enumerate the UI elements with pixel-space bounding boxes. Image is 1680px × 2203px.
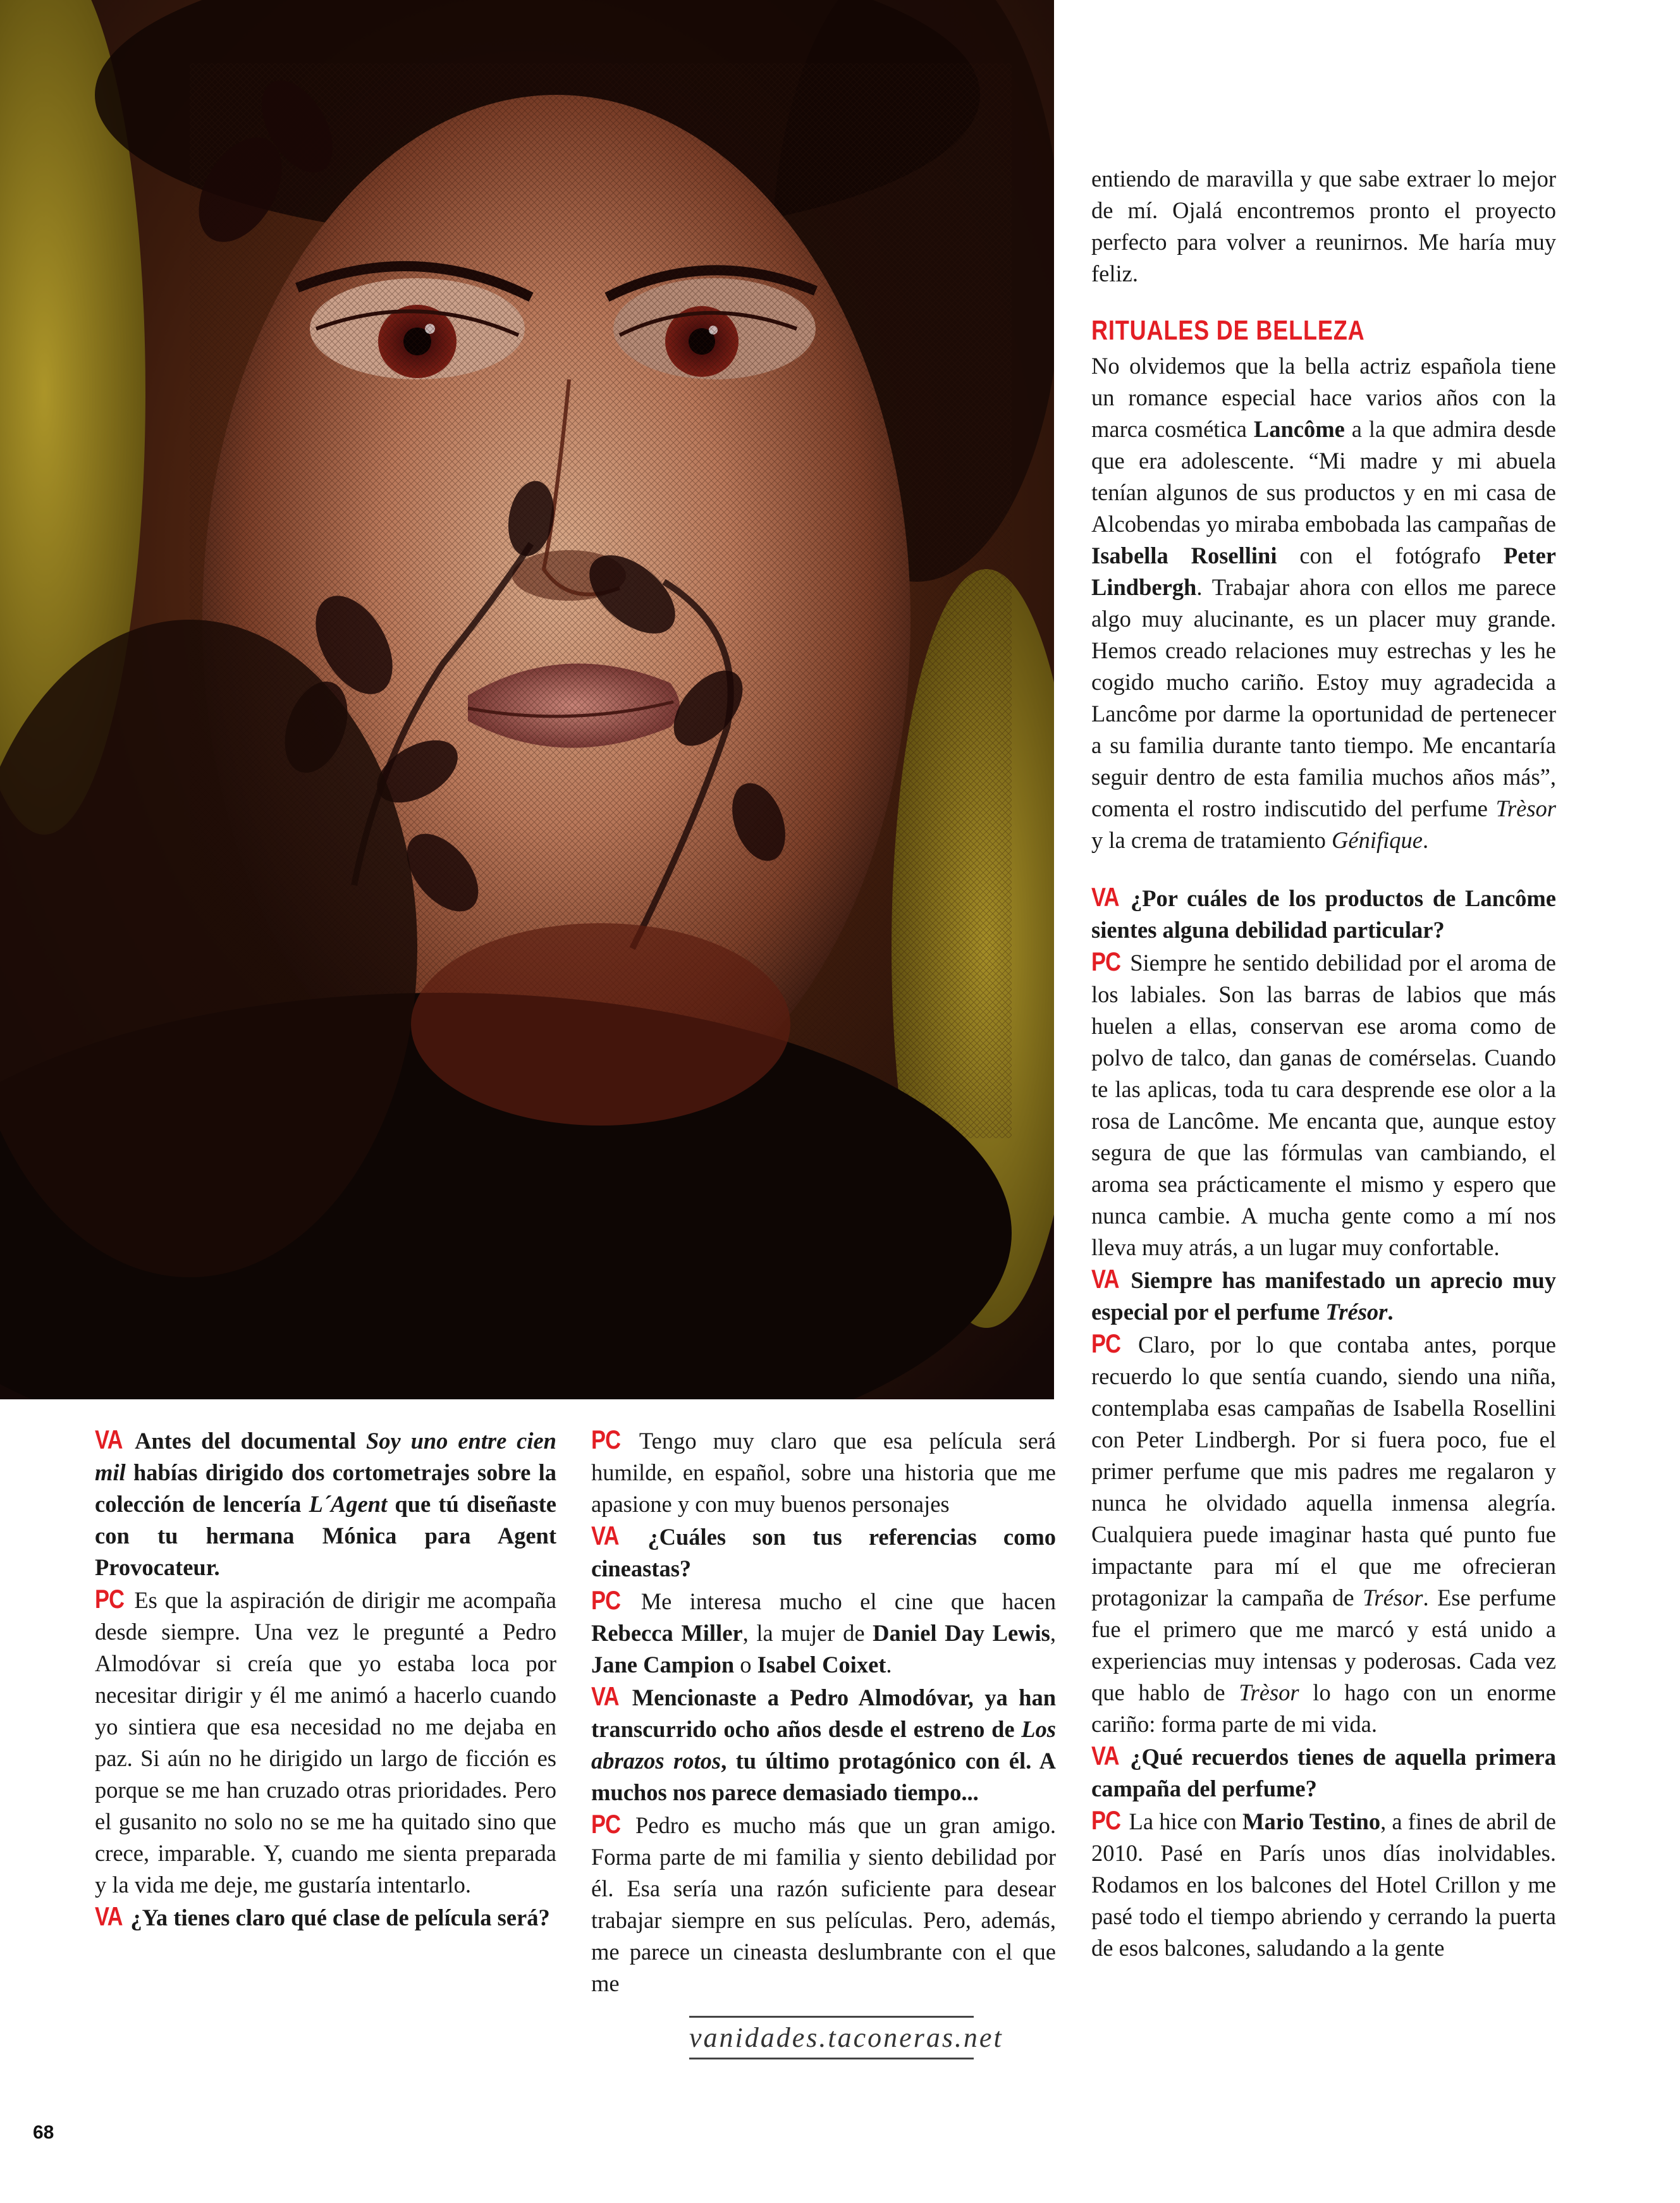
question: VA Siempre has manifestado un aprecio muy especial por el perfume Trésor.: [1091, 1264, 1557, 1325]
pc-label: PC: [1091, 947, 1121, 976]
answer: PC Siempre he sentido debilidad por el aroma de los labiales. Son las barras de labios que más huelen a ellas, conservan ese aroma como de polvo de talco, dan ganas de comérselas. Cuando te las aplicas, toda tu cara desprende ese olor a la rosa de Lancôme. Me encanta que, aunque estoy segura de que las fórmulas van cambiando, el aroma sea prácticamente el mismo y espero que nunca cambie. A mucha gente como a mí nos lleva muy atrás, a un lugar muy confortable.: [1091, 947, 1557, 1260]
page-number: 68: [33, 2122, 54, 2143]
va-label: VA: [591, 1521, 619, 1550]
right-paragraph: No olvidemos que la bella actriz española tiene un romance especial hace varios años con la marca cosmética Lancôme a la que admira desde que era adolescente. “Mi madre y mi abuela tenían algunos de sus productos y en mi casa de Alcobendas yo miraba embobada las campañas de Isabella Rosellini con el fotógrafo Peter Lindbergh. Trabajar ahora con ellos me parece algo muy alucinante, es un placer muy grande. Hemos creado relaciones muy estrechas y les he cogido mucho cariño. Estoy muy agradecida a Lancôme por darme la oportunidad de pertenecer a su familia durante tanto tiempo. Me encantaría seguir dentro de esta familia muchos años más”, comenta el rostro indiscutido del perfume Trèsor y la crema de tratamiento Génifique.: [1091, 353, 1556, 853]
answer: PC Me interesa mucho el cine que hacen Rebecca Miller, la mujer de Daniel Day Lewis, Jane Campion o Isabel Coixet.: [591, 1585, 1057, 1678]
va-label: VA: [95, 1425, 123, 1454]
answer: PC Es que la aspiración de dirigir me acompaña desde siempre. Una vez le pregunté a Pedro Almodóvar si creía que yo estaba loca por necesitar dirigir y él me animó a hacerlo cuando yo sintiera que esa necesidad no me dejaba en paz. Si aún no he dirigido un largo de ficción es porque se me han cruzado otras prioridades. Pero el gusanito no solo no se me ha quitado sino que crece, imparable. Y, cuando me sienta preparada y la vida me deje, me gustaría intentarlo.: [95, 1584, 556, 1898]
pc-label: PC: [591, 1585, 621, 1615]
answer: PC Tengo muy claro que esa película será humilde, en español, sobre una historia que me apasione y con muy buenos personajes: [591, 1425, 1057, 1517]
question: VA Mencionaste a Pedro Almodóvar, ya han transcurrido ocho años desde el estreno de Los abrazos rotos, tu último protagónico con él. A muchos nos parece demasiado tiempo...: [591, 1681, 1056, 1805]
pc-label: PC: [591, 1809, 621, 1839]
va-label: VA: [1091, 1741, 1119, 1770]
va-label: VA: [1091, 1264, 1119, 1294]
answer: PC Claro, por lo que contaba antes, porque recuerdo lo que sentía cuando, siendo una niña, contemplaba esas campañas de Isabella Rosellini con Peter Lindbergh. Por si fuera poco, fue el primer perfume que mis padres me regalaron y nunca he olvidado aquella inmensa alegría. Cualquiera puede imaginar hasta qué punto fue impactante para mí el que me ofrecieran protagonizar la campaña de Trésor. Ese perfume fue el primero que me marcó y está unido a experiencias muy intensas y poderosas. Cada vez que hablo de Trèsor lo hago con un enorme cariño: forma parte de mi vida.: [1091, 1329, 1556, 1737]
pc-label: PC: [1091, 1329, 1121, 1358]
answer: PC Pedro es mucho más que un gran amigo. Forma parte de mi familia y siento debilidad por él. Esa sería una razón suficiente para desear trabajar siempre en sus películas. Pero, además, me parece un cineasta deslumbrante con el que me: [591, 1809, 1057, 1996]
question: VA Antes del documental Soy uno entre cien mil habías dirigido dos cortometrajes sobre la colección de lencería L´Agent que tú diseñaste con tu hermana Mónica para Agent Provocateur.: [95, 1425, 556, 1580]
section-heading: RITUALES DE BELLEZA: [1091, 315, 1365, 346]
va-label: VA: [95, 1901, 123, 1931]
right-intro: entiendo de maravilla y que sabe extraer lo mejor de mí. Ojalá encontremos pronto el proyecto perfecto para volver a reunirnos. Me haría muy feliz.: [1091, 166, 1556, 286]
footer-url[interactable]: vanidades.taconeras.net: [689, 2016, 974, 2059]
question: VA ¿Por cuáles de los productos de Lancôme sientes alguna debilidad particular?: [1091, 882, 1556, 943]
left-column: [95, 1424, 556, 1934]
answer: PC La hice con Mario Testino, a fines de abril de 2010. Pasé en París unos días inolvidables. Rodamos en los balcones del Hotel Crillon y me pasé todo el tiempo abriendo y cerrando la puerta de esos balcones, saludando a la gente: [1091, 1805, 1556, 1961]
question: VA ¿Cuáles son tus referencias como cineastas?: [591, 1521, 1057, 1581]
portrait-photo: [0, 0, 1054, 1399]
va-label: VA: [1091, 882, 1119, 912]
right-column: [1091, 163, 1556, 1964]
pc-label: PC: [591, 1425, 621, 1454]
middle-column: [591, 1424, 1056, 1999]
va-label: VA: [591, 1681, 619, 1711]
pc-label: PC: [95, 1584, 125, 1614]
question: VA ¿Qué recuerdos tienes de aquella primera campaña del perfume?: [1091, 1741, 1557, 1801]
question: VA ¿Ya tienes claro qué clase de película será?: [95, 1901, 550, 1931]
pc-label: PC: [1091, 1805, 1121, 1835]
